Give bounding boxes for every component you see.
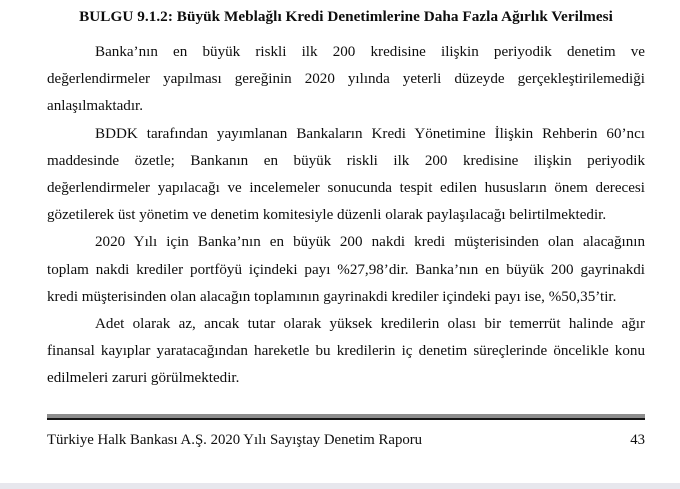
paragraph-line: Banka’nın en büyük riskli ilk 200 kredisine ilişkin periyodik denetim ve	[95, 44, 645, 60]
page-number: 43	[630, 432, 645, 448]
footer-report-title: Türkiye Halk Bankası A.Ş. 2020 Yılı Sayıştay Denetim Raporu	[47, 432, 423, 448]
page-title: BULGU 9.1.2: Büyük Meblağlı Kredi Denetimlerine Daha Fazla Ağırlık Verilmesi	[79, 8, 613, 25]
page-footer	[47, 414, 645, 450]
paragraph-line: kredi müşterisinden olan alacağın toplamının gayrinakdi krediler içindeki payı ise, %50,35’tir.	[47, 288, 617, 305]
paragraph-line: 2020 Yılı için Banka’nın en büyük 200 nakdi kredi müşterisinden olan alacağının	[95, 234, 645, 251]
paragraph-line: Adet olarak az, ancak tutar olarak yüksek kredilerin olası bir temerrüt halinde ağır	[95, 316, 645, 333]
paragraph-4	[47, 311, 645, 393]
paragraph-line: finansal kayıplar yaratacağından hareketle bu kredilerin iç denetim süreçlerinde öncelikle konu	[47, 343, 645, 360]
paragraph-line: edilmeleri zaruri görülmektedir.	[47, 370, 240, 387]
paragraph-line: maddesinde özetle; Bankanın en büyük riskli ilk 200 kredisine ilişkin periyodik	[47, 152, 645, 169]
bottom-edge-band	[0, 483, 680, 489]
paragraph-line: gözetilerek üst yönetim ve denetim komitesiyle düzenli olarak paylaşılacağı belirtilmektedir.	[47, 207, 607, 224]
paragraph-1	[47, 27, 645, 121]
paragraph-line: anlaşılmaktadır.	[47, 98, 143, 115]
paragraph-line: toplam nakdi krediler portföyü içindeki payı %27,98’dir. Banka’nın en büyük 200 gayrinakdi	[47, 261, 645, 278]
paragraph-line: BDDK tarafından yayımlanan Bankaların Kredi Yönetimine İlişkin Rehberin 60’ncı	[95, 125, 645, 142]
paragraph-3	[47, 229, 645, 311]
footer-row	[47, 420, 645, 450]
paragraph-line: değerlendirmeler yapılması gereğinin 2020 yılında yeterli düzeyde gerçekleştirilemediği	[47, 71, 645, 88]
paragraph-line: değerlendirmeler yapılacağı ve incelemeler sonucunda tespit edilen hususların önem derecesi	[47, 180, 645, 197]
page-content	[47, 0, 645, 393]
paragraph-2	[47, 121, 645, 230]
